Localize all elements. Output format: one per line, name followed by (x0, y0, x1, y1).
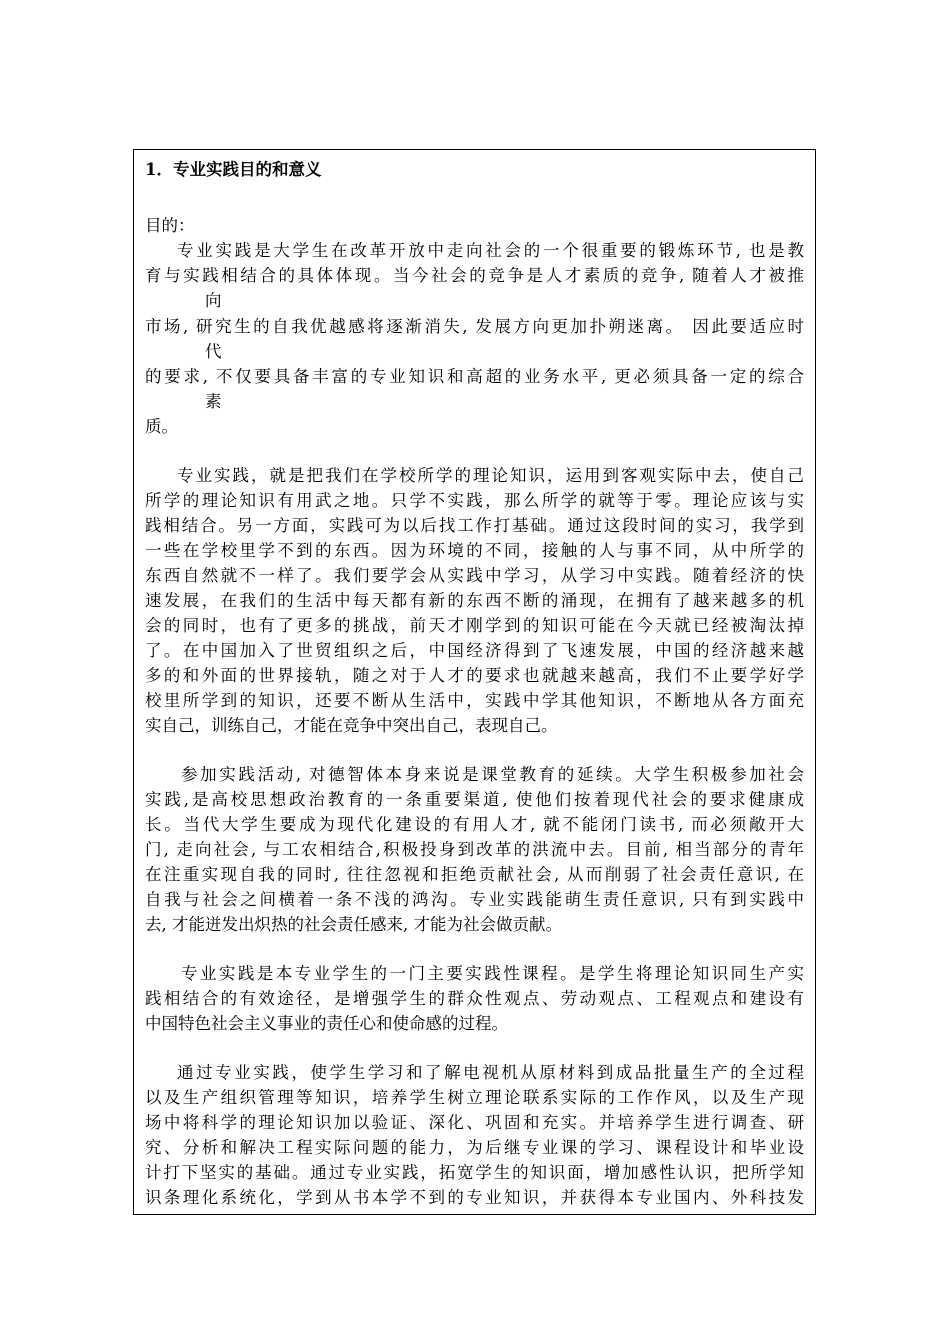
text-line: 会的同时，也有了更多的挑战，前天才刚学到的知识可能在今天就已经被淘汰掉 (145, 616, 804, 635)
text-line: 自我与社会之间横着一条不浅的鸿沟。专业实践能萌生责任意识, 只有到实践中 (145, 890, 804, 909)
text-line: 专业实践是本专业学生的一门主要实践性课程。是学生将理论知识同生产实 (181, 964, 804, 983)
text-line: 校里所学到的知识，还要不断从生活中，实践中学其他知识，不断地从各方面充 (145, 691, 804, 710)
text-line: 践相结合。另一方面，实践可为以后找工作打基础。通过这段时间的实习，我学到 (145, 516, 804, 535)
text-line: 了。在中国加入了世贸组织之后，中国经济得到了飞速发展，中国的经济越来越 (145, 641, 804, 660)
text-line: 向 (205, 291, 222, 310)
section-heading: 1．专业实践目的和意义 (145, 160, 322, 179)
text-line: 专业实践是大学生在改革开放中走向社会的一个很重要的锻炼环节, 也是教 (177, 241, 804, 260)
text-line: 育与实践相结合的具体体现。当今社会的竞争是人才素质的竞争, 随着人才被推 (145, 266, 804, 285)
text-line: 识条理化系统化，学到从书本学不到的专业知识，并获得本专业国内、外科技发 (145, 1188, 804, 1207)
text-line: 究、分析和解决工程实际问题的能力，为后继专业课的学习、课程设计和毕业设 (145, 1138, 804, 1157)
purpose-label: 目的： (145, 216, 195, 235)
text-line: 市场, 研究生的自我优越感将逐渐消失, 发展方向更加扑朔迷离。 因此要适应时 (145, 317, 804, 336)
text-line: 多的和外面的世界接轨，随之对于人才的要求也就越来越高，我们不止要学好学 (145, 666, 804, 685)
text-line: 以及生产组织管理等知识，培养学生树立理论联系实际的工作作风，以及生产现 (145, 1088, 804, 1107)
text-line: 参加实践活动, 对德智体本身来说是课堂教育的延续。大学生积极参加社会 (181, 765, 804, 784)
text-line: 去, 才能迸发出炽热的社会责任感来, 才能为社会做贡献。 (145, 915, 562, 934)
text-line: 速发展，在我们的生活中每天都有新的东西不断的涌现，在拥有了越来越多的机 (145, 591, 804, 610)
text-line: 质。 (145, 417, 178, 436)
text-line: 所学的理论知识有用武之地。只学不实践，那么所学的就等于零。理论应该与实 (145, 491, 804, 510)
text-line: 通过专业实践，使学生学习和了解电视机从原材料到成品批量生产的全过程 (177, 1063, 804, 1082)
text-line: 场中将科学的理论知识加以验证、深化、巩固和充实。并培养学生进行调查、研 (145, 1113, 804, 1132)
text-line: 门, 走向社会, 与工农相结合,积极投身到改革的洪流中去。目前, 相当部分的青年 (145, 840, 804, 859)
text-line: 东西自然就不一样了。我们要学会从实践中学习，从学习中实践。随着经济的快 (145, 566, 804, 585)
text-line: 一些在学校里学不到的东西。因为环境的不同，接触的人与事不同，从中所学的 (145, 541, 804, 560)
text-line: 中国特色社会主义事业的责任心和使命感的过程。 (145, 1014, 508, 1033)
text-line: 的要求, 不仅要具备丰富的专业知识和高超的业务水平, 更必须具备一定的综合 (145, 367, 804, 386)
text-line: 践相结合的有效途径，是增强学生的群众性观点、劳动观点、工程观点和建设有 (145, 989, 804, 1008)
text-line: 实践,是高校思想政治教育的一条重要渠道, 使他们按着现代社会的要求健康成 (145, 790, 804, 809)
text-line: 代 (205, 342, 222, 361)
text-line: 计打下坚实的基础。通过专业实践，拓宽学生的知识面，增加感性认识，把所学知 (145, 1163, 804, 1182)
report-section-frame (133, 149, 816, 1215)
text-line: 专业实践，就是把我们在学校所学的理论知识，运用到客观实际中去，使自己 (177, 466, 804, 485)
text-line: 长。当代大学生要成为现代化建设的有用人才, 就不能闭门读书, 而必须敞开大 (145, 815, 804, 834)
text-line: 实自己，训练自己，才能在竞争中突出自己，表现自己。 (145, 716, 558, 735)
text-line: 在注重实现自我的同时, 往往忽视和拒绝贡献社会, 从而削弱了社会责任意识, 在 (145, 865, 804, 884)
text-line: 素 (205, 392, 222, 411)
